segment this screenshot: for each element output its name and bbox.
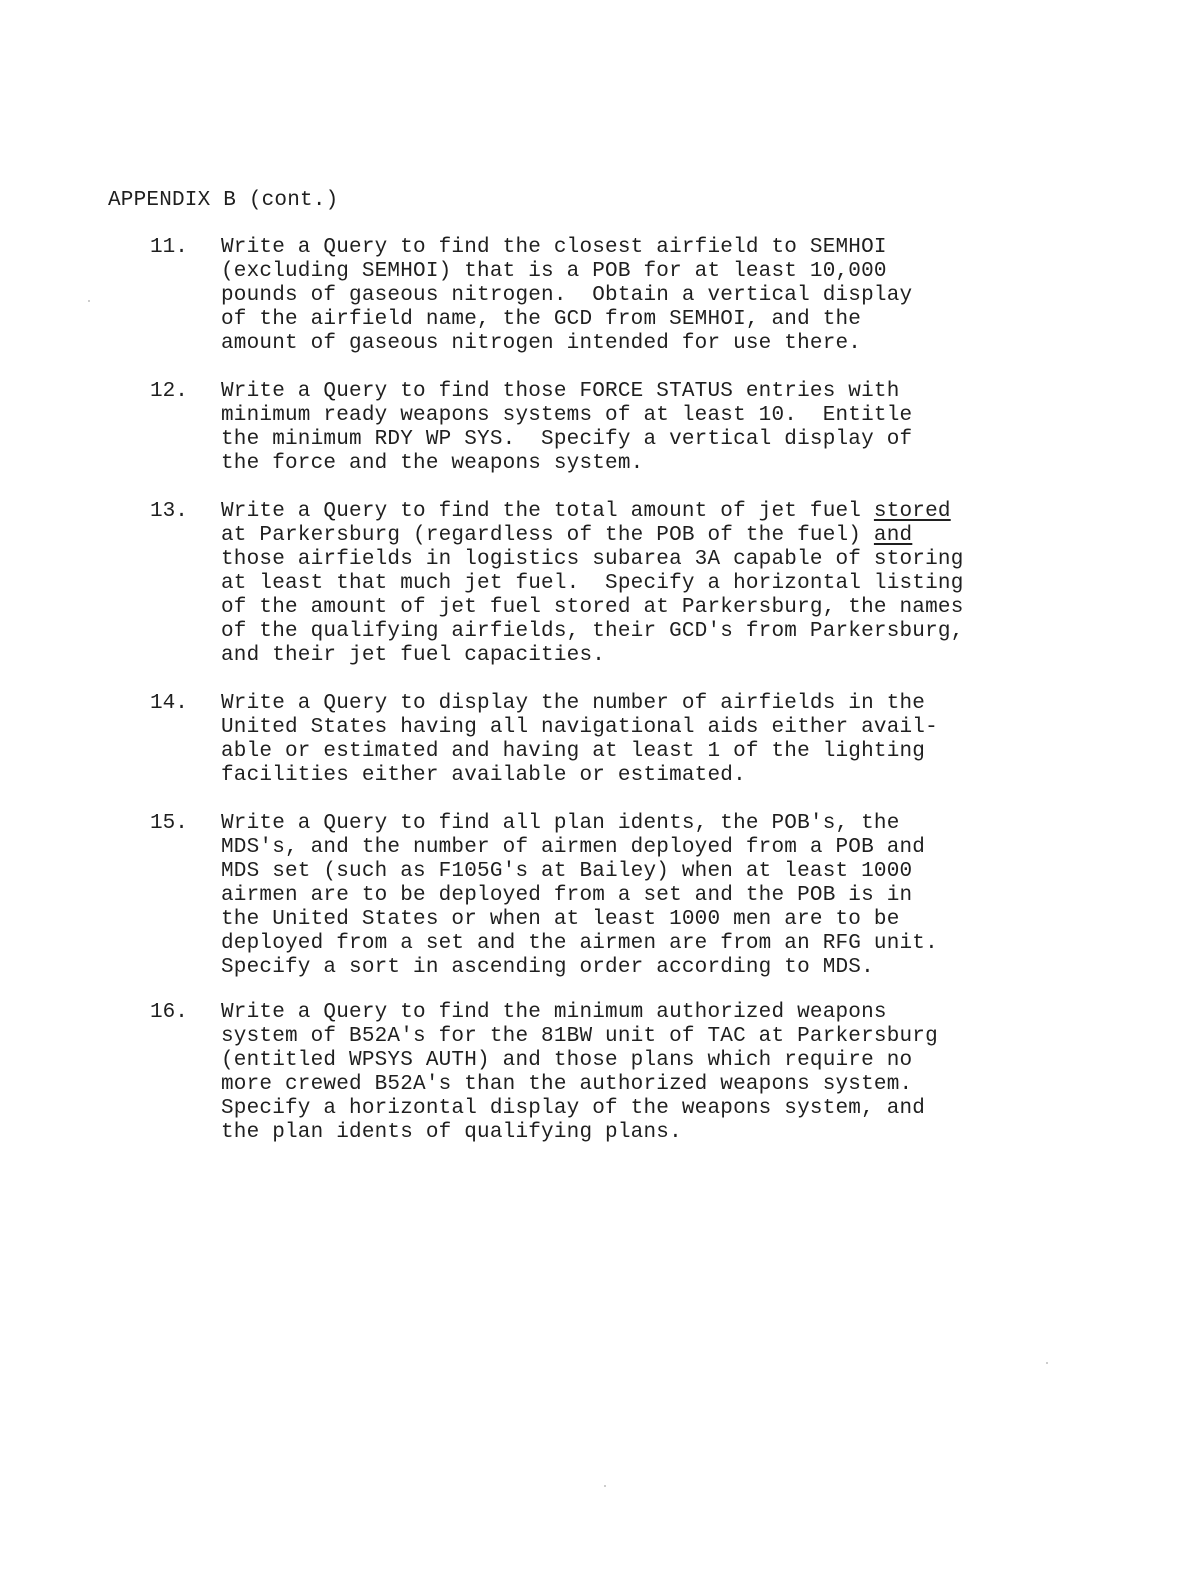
underlined-word: stored <box>873 500 951 523</box>
item-number: 11. <box>150 236 188 259</box>
item-number: 13. <box>150 500 188 523</box>
item-line: at least that much jet fuel. Specify a horizontal listing <box>221 572 964 595</box>
list-item-12 <box>150 380 1150 476</box>
item-line: able or estimated and having at least 1 of the lighting <box>221 740 926 763</box>
item-line: of the qualifying airfields, their GCD's from Parkersburg, <box>221 620 964 643</box>
item-line: Write a Query to display the number of airfields in the <box>221 692 926 715</box>
underlined-word: and <box>873 524 913 547</box>
item-line: the United States or when at least 1000 men are to be <box>221 908 900 931</box>
item-line: the plan idents of qualifying plans. <box>221 1121 682 1144</box>
item-line: and their jet fuel capacities. <box>221 644 606 667</box>
list-item-13 <box>150 500 1150 668</box>
item-line: system of B52A's for the 81BW unit of TAC at Parkersburg <box>221 1025 938 1048</box>
list-item-15 <box>150 812 1150 980</box>
item-line: more crewed B52A's than the authorized weapons system. <box>221 1073 913 1096</box>
item-line: Write a Query to find the minimum authorized weapons <box>221 1001 887 1024</box>
item-line: minimum ready weapons systems of at least 10. Entitle <box>221 404 913 427</box>
item-line: deployed from a set and the airmen are from an RFG unit. <box>221 932 938 955</box>
item-line: the force and the weapons system. <box>221 452 644 475</box>
item-line: MDS set (such as F105G's at Bailey) when at least 1000 <box>221 860 913 883</box>
item-line: (entitled WPSYS AUTH) and those plans which require no <box>221 1049 913 1072</box>
item-line: Write a Query to find those FORCE STATUS entries with <box>221 380 900 403</box>
item-number: 16. <box>150 1001 188 1024</box>
item-line: (excluding SEMHOI) that is a POB for at least 10,000 <box>221 260 887 283</box>
item-line: MDS's, and the number of airmen deployed from a POB and <box>221 836 926 859</box>
item-line: Write a Query to find the closest airfield to SEMHOI <box>221 236 887 259</box>
item-number: 15. <box>150 812 188 835</box>
scan-speck <box>88 300 90 302</box>
item-line: the minimum RDY WP SYS. Specify a vertical display of <box>221 428 913 451</box>
item-line: Specify a horizontal display of the weapons system, and <box>221 1097 926 1120</box>
item-line: airmen are to be deployed from a set and the POB is in <box>221 884 913 907</box>
item-line: of the amount of jet fuel stored at Parkersburg, the names <box>221 596 964 619</box>
item-number: 12. <box>150 380 188 403</box>
item-line-text: at Parkersburg (regardless of the POB of the fuel) <box>221 524 874 547</box>
scan-speck <box>604 1485 606 1487</box>
item-number: 14. <box>150 692 188 715</box>
item-line: Specify a sort in ascending order according to MDS. <box>221 956 874 979</box>
appendix-heading: APPENDIX B (cont.) <box>108 189 339 212</box>
list-item-11 <box>150 236 1150 356</box>
scan-speck <box>1046 1362 1048 1364</box>
item-line: Write a Query to find all plan idents, the POB's, the <box>221 812 900 835</box>
item-line <box>221 500 1150 524</box>
item-line: amount of gaseous nitrogen intended for use there. <box>221 332 862 355</box>
list-item-14 <box>150 692 1150 788</box>
list-item-16 <box>150 1001 1150 1145</box>
item-line: United States having all navigational aids either avail- <box>221 716 938 739</box>
item-line-text: Write a Query to find the total amount of jet fuel <box>221 500 874 523</box>
item-line: of the airfield name, the GCD from SEMHOI, and the <box>221 308 862 331</box>
item-line: pounds of gaseous nitrogen. Obtain a vertical display <box>221 284 913 307</box>
item-line: those airfields in logistics subarea 3A capable of storing <box>221 548 964 571</box>
item-line: facilities either available or estimated. <box>221 764 746 787</box>
item-line <box>221 524 1150 548</box>
